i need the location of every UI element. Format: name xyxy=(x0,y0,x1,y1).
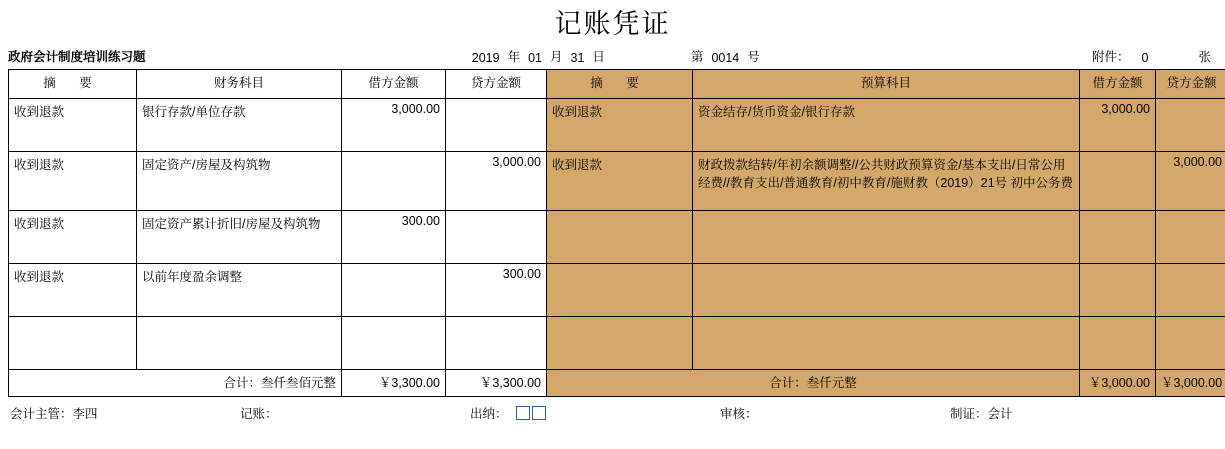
col-header-abstract-fin: 摘 要 xyxy=(9,70,137,99)
cell-credit-bud[interactable] xyxy=(1156,99,1225,152)
cell-debit-fin[interactable] xyxy=(342,317,446,370)
meta-day-unit: 日 xyxy=(588,47,609,65)
col-header-debit-fin: 借方金额 xyxy=(342,70,446,99)
col-header-debit-bud: 借方金额 xyxy=(1080,70,1156,99)
cell-debit-bud[interactable] xyxy=(1080,152,1156,211)
cashier-checkboxes[interactable] xyxy=(516,406,546,420)
total-credit-fin: ￥3,300.00 xyxy=(446,370,547,397)
total-credit-bud: ￥3,000.00 xyxy=(1156,370,1225,397)
cell-debit-fin[interactable]: 300.00 xyxy=(342,211,446,264)
meta-day: 31 xyxy=(567,51,589,65)
cell-fin-subject[interactable]: 固定资产累计折旧/房屋及构筑物 xyxy=(137,211,342,264)
table-row xyxy=(9,264,1225,317)
cell-abstract-fin[interactable]: 收到退款 xyxy=(9,99,137,152)
voucher-table xyxy=(8,69,1225,397)
cell-bud-subject[interactable] xyxy=(693,211,1080,264)
cell-debit-bud[interactable] xyxy=(1080,264,1156,317)
total-debit-fin: ￥3,300.00 xyxy=(342,370,446,397)
page-title: 记账凭证 xyxy=(0,2,1225,41)
table-row xyxy=(9,211,1225,264)
bookkeeper: 记账： xyxy=(240,404,470,422)
total-debit-bud: ￥3,000.00 xyxy=(1080,370,1156,397)
cell-abstract-fin[interactable]: 收到退款 xyxy=(9,211,137,264)
total-label-bud: 合计：叁仟元整 xyxy=(547,370,1080,397)
auditor: 审核： xyxy=(720,404,950,422)
meta-no-prefix: 第 xyxy=(687,47,708,65)
cell-abstract-fin[interactable]: 收到退款 xyxy=(9,152,137,211)
signature-row xyxy=(0,397,1225,424)
voucher-page xyxy=(0,2,1225,449)
meta-no-suffix: 号 xyxy=(743,47,764,65)
cell-bud-subject[interactable]: 资金结存/货币资金/银行存款 xyxy=(693,99,1080,152)
cashier xyxy=(470,404,720,422)
cell-credit-bud[interactable] xyxy=(1156,211,1225,264)
cell-debit-bud[interactable] xyxy=(1080,211,1156,264)
total-label-fin: 合计：叁仟叁佰元整 xyxy=(9,370,342,397)
cell-credit-bud[interactable] xyxy=(1156,264,1225,317)
cell-abstract-bud[interactable]: 收到退款 xyxy=(547,99,693,152)
maker: 制证：会计 xyxy=(950,404,1215,422)
cell-credit-fin[interactable] xyxy=(446,317,547,370)
cell-fin-subject[interactable]: 银行存款/单位存款 xyxy=(137,99,342,152)
cell-credit-fin[interactable]: 300.00 xyxy=(446,264,547,317)
cell-credit-bud[interactable] xyxy=(1156,317,1225,370)
col-header-fin-subject: 财务科目 xyxy=(137,70,342,99)
attachment-info xyxy=(1086,47,1217,65)
col-header-credit-fin: 贷方金额 xyxy=(446,70,547,99)
cell-abstract-bud[interactable] xyxy=(547,211,693,264)
table-row xyxy=(9,317,1225,370)
attach-unit: 张 xyxy=(1192,47,1217,65)
cell-abstract-fin[interactable]: 收到退款 xyxy=(9,264,137,317)
cell-debit-bud[interactable] xyxy=(1080,317,1156,370)
cell-bud-subject[interactable] xyxy=(693,317,1080,370)
cell-debit-fin[interactable] xyxy=(342,264,446,317)
cell-abstract-bud[interactable]: 收到退款 xyxy=(547,152,693,211)
chief-accountant: 会计主管：李四 xyxy=(10,404,240,422)
cell-abstract-bud[interactable] xyxy=(547,317,693,370)
cell-debit-bud[interactable]: 3,000.00 xyxy=(1080,99,1156,152)
cell-debit-fin[interactable]: 3,000.00 xyxy=(342,99,446,152)
checkbox-icon[interactable] xyxy=(516,406,530,420)
cell-fin-subject[interactable]: 以前年度盈余调整 xyxy=(137,264,342,317)
meta-year-unit: 年 xyxy=(504,47,525,65)
attach-count: 0 xyxy=(1136,51,1155,65)
cell-fin-subject[interactable] xyxy=(137,317,342,370)
table-header-row xyxy=(9,70,1225,99)
cell-bud-subject[interactable]: 财政拨款结转/年初余额调整//公共财政预算资金/基本支出/日常公用经费//教育支出/普通教育/初中教育/施财教（2019）21号 初中公务费 xyxy=(693,152,1080,211)
cashier-label: 出纳： xyxy=(470,404,508,422)
totals-row xyxy=(9,370,1225,397)
voucher-date-and-number xyxy=(146,47,1087,65)
table-row xyxy=(9,99,1225,152)
voucher-meta xyxy=(0,47,1225,65)
meta-month-unit: 月 xyxy=(546,47,567,65)
col-header-bud-subject: 预算科目 xyxy=(693,70,1080,99)
cell-abstract-bud[interactable] xyxy=(547,264,693,317)
cell-abstract-fin[interactable] xyxy=(9,317,137,370)
cell-credit-fin[interactable]: 3,000.00 xyxy=(446,152,547,211)
col-header-credit-bud: 贷方金额 xyxy=(1156,70,1225,99)
checkbox-icon[interactable] xyxy=(532,406,546,420)
cell-credit-bud[interactable]: 3,000.00 xyxy=(1156,152,1225,211)
meta-year: 2019 xyxy=(468,51,504,65)
cell-debit-fin[interactable] xyxy=(342,152,446,211)
col-header-abstract-bud: 摘 要 xyxy=(547,70,693,99)
cell-credit-fin[interactable] xyxy=(446,99,547,152)
table-row xyxy=(9,152,1225,211)
org-name: 政府会计制度培训练习题 xyxy=(8,47,146,65)
cell-credit-fin[interactable] xyxy=(446,211,547,264)
attach-label: 附件： xyxy=(1086,47,1136,65)
cell-fin-subject[interactable]: 固定资产/房屋及构筑物 xyxy=(137,152,342,211)
meta-no-value: 0014 xyxy=(707,51,743,65)
meta-month: 01 xyxy=(524,51,546,65)
cell-bud-subject[interactable] xyxy=(693,264,1080,317)
